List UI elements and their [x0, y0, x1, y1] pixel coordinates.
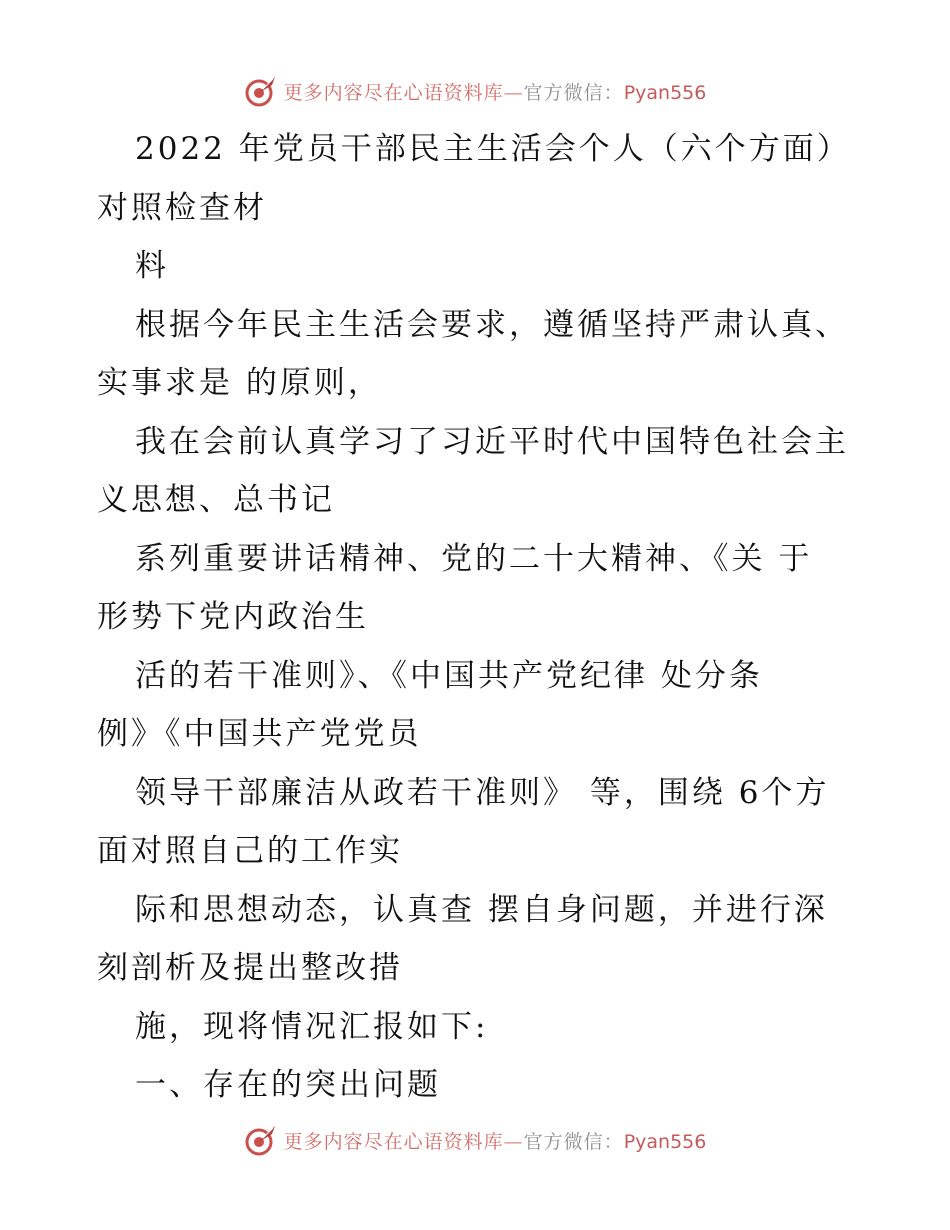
watermark-brand: 更多内容尽在心语资料库	[283, 1130, 504, 1153]
watermark-label: 官方微信：	[523, 1130, 624, 1153]
watermark-text	[284, 1127, 707, 1154]
watermark-brand: 更多内容尽在心语资料库	[283, 81, 504, 104]
paragraph-line: 施，现将情况汇报如下:	[135, 1008, 489, 1045]
paragraph-line: 例》《中国共产党党员	[97, 716, 422, 752]
watermark-id: Pyan556	[623, 1130, 707, 1153]
watermark-text	[284, 78, 707, 105]
watermark-id: Pyan556	[623, 81, 707, 104]
document-title-line-2: 对照检查材	[97, 189, 267, 226]
quill-pen-logo-icon	[244, 1123, 278, 1157]
watermark-header	[0, 71, 950, 111]
paragraph-line: 实事求是 的原则，	[97, 365, 382, 401]
paragraph-line: 义思想、总书记	[97, 482, 335, 518]
paragraph-line: 面对照自己的工作实	[97, 833, 403, 869]
watermark-footer	[0, 1120, 950, 1160]
watermark-label: 官方微信：	[523, 81, 624, 104]
section-heading: 一、存在的突出问题	[135, 1067, 441, 1103]
paragraph-line: 活的若干准则》、《中国共产党纪律 处分条	[135, 657, 763, 694]
paragraph-line: 领导干部廉洁从政若干准则》 等，围绕 6个方	[135, 774, 830, 811]
paragraph-line: 系列重要讲话精神、党的二十大精神、《关 于	[135, 540, 813, 577]
watermark-dash: —	[503, 81, 524, 104]
quill-pen-logo-icon	[244, 74, 278, 108]
watermark-dash: —	[503, 1130, 524, 1153]
paragraph-line: 形势下党内政治生	[97, 599, 369, 635]
paragraph-line: 刻剖析及提出整改措	[97, 950, 403, 986]
paragraph-line: 际和思想动态，认真查 摆自身问题，并进行深	[135, 891, 828, 928]
paragraph-line: 根据今年民主生活会要求，遵循坚持严肃认真、	[135, 306, 849, 343]
paragraph-line: 我在会前认真学习了习近平时代中国特色社会主	[135, 423, 849, 460]
document-body	[97, 120, 857, 1115]
document-title-line-1: 2022 年党员干部民主生活会个人（六个方面）	[135, 131, 851, 167]
document-title-line-3: 料	[135, 248, 169, 284]
